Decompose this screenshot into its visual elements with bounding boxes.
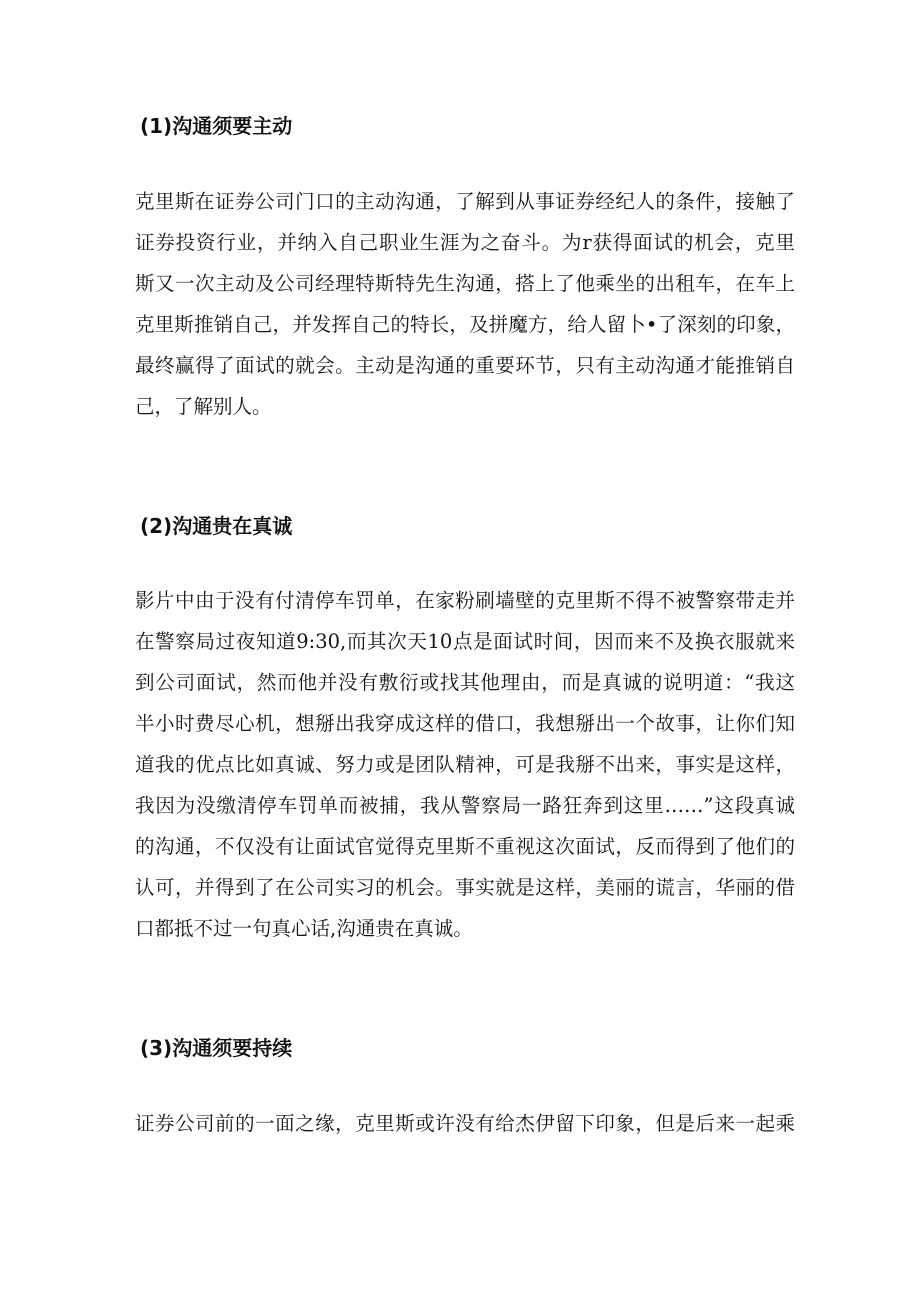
paragraph-line: 半小时费尽心机，想掰出我穿成这样的借口，我想掰出一个故事，让你们知 — [135, 712, 795, 735]
paragraph-line: 克里斯推销自己，并发挥自己的特长，及拼魔方，给人留卜•了深刻的印象， — [135, 313, 795, 336]
section-1-heading: (1)沟通须要主动 — [140, 114, 293, 138]
paragraph-line: 影片中由于没有付清停车罚单，在家粉刷墙壁的克里斯不得不被警察带走并 — [135, 589, 795, 612]
section-1-paragraph — [135, 181, 795, 427]
paragraph-line: 克里斯在证券公司门口的主动沟通，了解到从事证券经纪人的条件，接触了 — [135, 190, 795, 213]
paragraph-line: 最终赢得了面试的就会。主动是沟通的重要环节，只有主动沟通才能推销自 — [135, 354, 795, 377]
section-3-paragraph — [135, 1103, 795, 1144]
paragraph-line: 我因为没缴清停车罚单而被捕，我从警察局一路狂奔到这里……”这段真诚 — [135, 794, 795, 817]
paragraph-line: 斯又一次主动及公司经理特斯特先生沟通，搭上了他乘坐的出租车，在车上 — [135, 272, 795, 295]
paragraph-line: 己，了解别人。 — [135, 395, 272, 418]
paragraph-line: 证券公司前的一面之缘，克里斯或许没有给杰伊留下印象，但是后来一起乘 — [135, 1112, 795, 1135]
paragraph-line: 道我的优点比如真诚、努力或是团队精神，可是我掰不出来，事实是这样， — [135, 753, 795, 776]
paragraph-line: 在警察局过夜知道9:30,而其次天10点是面试时间，因而来不及换衣服就来 — [135, 630, 795, 653]
paragraph-line: 到公司面试，然而他并没有敷衍或找其他理由，而是真诚的说明道：“我这 — [135, 671, 795, 694]
section-3-heading: (3)沟通须要持续 — [140, 1036, 293, 1060]
section-2-heading: (2)沟通贵在真诚 — [140, 514, 293, 538]
paragraph-line: 证券投资行业，并纳入自己职业生涯为之奋斗。为r获得面试的机会，克里 — [135, 231, 795, 254]
paragraph-line: 口都抵不过一句真心话,沟通贵在真诚。 — [135, 917, 473, 940]
section-2-paragraph — [135, 580, 795, 949]
paragraph-line: 认可，并得到了在公司实习的机会。事实就是这样，美丽的谎言，华丽的借 — [135, 876, 795, 899]
paragraph-line: 的沟通，不仅没有让面试官觉得克里斯不重视这次面试，反而得到了他们的 — [135, 835, 795, 858]
